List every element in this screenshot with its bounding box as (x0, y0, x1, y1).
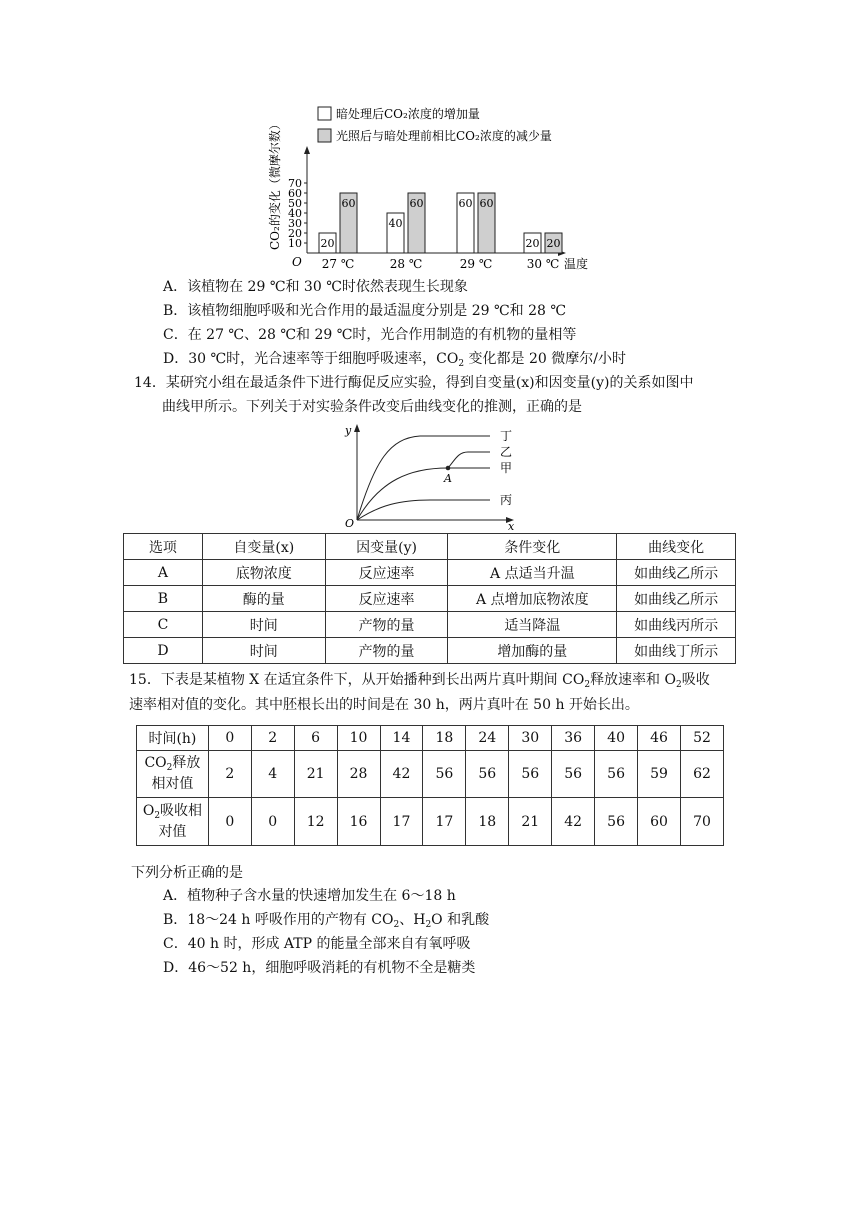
time-cell: 40 (595, 726, 638, 751)
q13-option-d: D．30 ℃时，光合速率等于细胞呼吸速率，$CO_2$ 变化都是 20 微摩尔/小时 (163, 351, 626, 369)
bar-value-label: 60 (458, 197, 473, 210)
table-cell: A (124, 560, 203, 586)
co2-cell: 56 (595, 751, 638, 798)
o2-cell: 18 (466, 798, 509, 846)
co2-cell: 42 (380, 751, 423, 798)
time-cell: 2 (251, 726, 294, 751)
bar-value-label: 40 (388, 217, 403, 230)
table-cell: 时间 (202, 638, 325, 664)
curve-label-jia: 甲 (500, 461, 513, 475)
q15-option-a: A．植物种子含水量的快速增加发生在 6～18 h (163, 888, 456, 904)
o2-cell: 0 (251, 798, 294, 846)
curve-ding (357, 436, 490, 520)
co2-cell: 2 (208, 751, 251, 798)
table-cell: 因变量(y) (325, 534, 448, 560)
table-cell: 选项 (124, 534, 203, 560)
q15-option-b: B．18～24 h 呼吸作用的产物有 $CO_2$、$H_2O$ 和乳酸 (163, 912, 490, 930)
table-cell: 曲线变化 (617, 534, 736, 560)
y-tick-label: 20 (288, 227, 302, 240)
y-tick-label: 50 (288, 197, 302, 210)
table-cell: 如曲线乙所示 (617, 586, 736, 612)
table-cell: A 点增加底物浓度 (448, 586, 617, 612)
time-cell: 14 (380, 726, 423, 751)
row-label-o2: $O_2$吸收相 对值 (137, 798, 209, 846)
o2-cell: 21 (509, 798, 552, 846)
table-row (124, 612, 736, 638)
time-cell: 6 (294, 726, 337, 751)
o2-cell: 16 (337, 798, 380, 846)
y-tick-label: 10 (288, 237, 302, 250)
table-row (124, 586, 736, 612)
enzyme-curve-graph (340, 420, 530, 532)
time-cell: 24 (466, 726, 509, 751)
table-cell: 如曲线乙所示 (617, 560, 736, 586)
table-cell: 反应速率 (325, 560, 448, 586)
co2-cell: 62 (680, 751, 723, 798)
curve-label-ding: 丁 (500, 429, 513, 443)
q15-stem-line1: 15．下表是某植物 X 在适宜条件下，从开始播种到长出两片真叶期间 $CO_2$释放速率和 $O_2$吸收 (129, 672, 710, 690)
table-cell: 反应速率 (325, 586, 448, 612)
point-a-label: A (444, 472, 452, 485)
table-cell: D (124, 638, 203, 664)
o2-cell: 12 (294, 798, 337, 846)
o2-cell: 42 (552, 798, 595, 846)
y-tick-label: 30 (288, 217, 302, 230)
time-cell: 0 (208, 726, 251, 751)
bar-value-label: 60 (341, 197, 356, 210)
q15-option-c: C．40 h 时，形成 ATP 的能量全部来自有氧呼吸 (163, 936, 471, 952)
co2-cell: 56 (509, 751, 552, 798)
curve-label-yi: 乙 (500, 445, 513, 459)
co2-cell: 4 (251, 751, 294, 798)
time-cell: 46 (638, 726, 681, 751)
table-cell: B (124, 586, 203, 612)
x-category-label: 29 ℃ (459, 257, 493, 271)
legend-swatch-light (318, 129, 331, 142)
time-cell: 10 (337, 726, 380, 751)
y-axis-label: CO₂的变化（微摩尔数） (268, 118, 282, 250)
table-cell: 底物浓度 (202, 560, 325, 586)
graph-origin: O (345, 517, 355, 530)
x-axis-label: 温度 (564, 257, 589, 271)
table-cell: C (124, 612, 203, 638)
time-cell: 52 (680, 726, 723, 751)
q15-option-d: D．46～52 h，细胞呼吸消耗的有机物不全是糖类 (163, 960, 476, 976)
bar-value-label: 60 (409, 197, 424, 210)
q13-option-a: A．该植物在 29 ℃和 30 ℃时依然表现生长现象 (163, 279, 468, 295)
time-cell: 30 (509, 726, 552, 751)
co2-cell: 59 (638, 751, 681, 798)
q13-option-b: B．该植物细胞呼吸和光合作用的最适温度分别是 29 ℃和 28 ℃ (163, 303, 567, 319)
q14-stem-line2: 曲线甲所示。下列关于对实验条件改变后曲线变化的推测，正确的是 (162, 399, 582, 415)
table-row-co2 (137, 751, 724, 798)
q15-stem-line2: 速率相对值的变化。其中胚根长出的时间是在 30 h，两片真叶在 50 h 开始长出。 (129, 697, 639, 713)
table-row (124, 638, 736, 664)
q13-option-c: C．在 27 ℃、28 ℃和 29 ℃时，光合作用制造的有机物的量相等 (163, 327, 577, 343)
table-cell: 条件变化 (448, 534, 617, 560)
table-cell: 产物的量 (325, 638, 448, 664)
curve-jia (357, 468, 490, 520)
row-label-co2: $CO_2$释放 相对值 (137, 751, 209, 798)
table-cell: 适当降温 (448, 612, 617, 638)
time-cell: 18 (423, 726, 466, 751)
q15-data-table (136, 725, 724, 846)
o2-cell: 17 (380, 798, 423, 846)
point-a (446, 466, 451, 471)
y-tick-label: 70 (288, 177, 302, 190)
table-cell: 酶的量 (202, 586, 325, 612)
x-category-label: 30 ℃ (526, 257, 560, 271)
curve-bing (357, 500, 490, 520)
table-cell: 如曲线丙所示 (617, 612, 736, 638)
curve-label-bing: 丙 (500, 493, 513, 507)
q14-options-table (123, 533, 736, 664)
origin-label: O (292, 255, 302, 269)
graph-y-label: y (345, 424, 352, 437)
curve-yi (448, 452, 490, 468)
bar-value-label: 60 (479, 197, 494, 210)
graph-x-label: x (508, 520, 515, 532)
co2-cell: 56 (466, 751, 509, 798)
o2-cell: 0 (208, 798, 251, 846)
co2-bar-chart (262, 100, 602, 275)
o2-cell: 17 (423, 798, 466, 846)
x-category-label: 28 ℃ (389, 257, 423, 271)
row-label-time: 时间(h) (137, 726, 209, 751)
co2-cell: 28 (337, 751, 380, 798)
bar-value-label: 20 (546, 237, 561, 250)
q15-prompt: 下列分析正确的是 (131, 865, 243, 881)
legend-swatch-dark (318, 107, 331, 120)
table-cell: 产物的量 (325, 612, 448, 638)
table-row-time (137, 726, 724, 751)
table-cell: 自变量(x) (202, 534, 325, 560)
o2-cell: 56 (595, 798, 638, 846)
bar-value-label: 20 (525, 237, 540, 250)
x-category-label: 27 ℃ (321, 257, 355, 271)
table-row-o2 (137, 798, 724, 846)
y-tick-label: 60 (288, 187, 302, 200)
y-axis-arrow (304, 146, 310, 154)
co2-cell: 56 (552, 751, 595, 798)
bar-value-label: 20 (320, 237, 335, 250)
o2-cell: 70 (680, 798, 723, 846)
co2-cell: 21 (294, 751, 337, 798)
q14-stem-line1: 14．某研究小组在最适条件下进行酶促反应实验，得到自变量(x)和因变量(y)的关系如图中 (134, 375, 694, 391)
co2-cell: 56 (423, 751, 466, 798)
table-cell: 时间 (202, 612, 325, 638)
table-cell: 增加酶的量 (448, 638, 617, 664)
table-header-row (124, 534, 736, 560)
table-cell: A 点适当升温 (448, 560, 617, 586)
table-cell: 如曲线丁所示 (617, 638, 736, 664)
time-cell: 36 (552, 726, 595, 751)
table-row (124, 560, 736, 586)
o2-cell: 60 (638, 798, 681, 846)
y-tick-label: 40 (288, 207, 302, 220)
legend-label-light: 光照后与暗处理前相比CO₂浓度的减少量 (336, 129, 552, 143)
legend-label-dark: 暗处理后CO₂浓度的增加量 (336, 107, 480, 121)
